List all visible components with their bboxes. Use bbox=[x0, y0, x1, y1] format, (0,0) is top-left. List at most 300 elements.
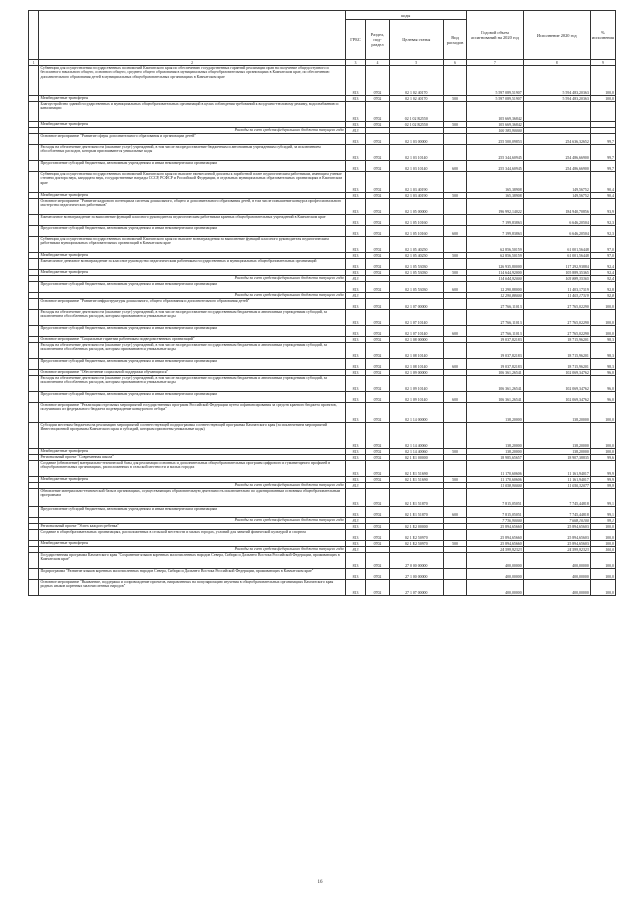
row-plan-cell: 106 361,26541 bbox=[467, 392, 524, 403]
row-plan-cell: 5 597 089,51907 bbox=[467, 66, 524, 96]
row-section-cell: 0702 bbox=[366, 477, 389, 483]
row-grbs-cell: 813 bbox=[345, 553, 366, 569]
row-plan-cell: 7 815,05051 bbox=[467, 489, 524, 507]
row-section-cell: 0702 bbox=[366, 326, 389, 337]
row-target-cell: 02 1 E1 51690 bbox=[389, 477, 444, 483]
row-exec-cell: 11 403,17319 bbox=[523, 293, 590, 299]
row-name-cell: Расходы за счет средств федерального бюджета текущего года bbox=[39, 293, 345, 299]
row-index-cell bbox=[29, 145, 39, 161]
row-grbs-cell: 813 bbox=[345, 326, 366, 337]
row-section-cell: 0702 bbox=[366, 299, 389, 310]
row-exec-cell: 138,20000 bbox=[523, 423, 590, 449]
table-row bbox=[29, 282, 616, 293]
row-plan-cell: 165,38908 bbox=[467, 193, 524, 199]
row-expense-cell: 500 bbox=[444, 122, 467, 128]
row-section-cell: 0702 bbox=[366, 392, 389, 403]
budget-table bbox=[28, 10, 616, 596]
row-grbs-cell: 813 bbox=[345, 128, 366, 134]
row-plan-cell: 100 385,90000 bbox=[467, 128, 524, 134]
row-index-cell bbox=[29, 580, 39, 596]
row-grbs-cell: 813 bbox=[345, 226, 366, 237]
row-index-cell bbox=[29, 569, 39, 580]
column-index: 2 bbox=[39, 60, 345, 66]
row-exec-cell: 105 889,35365 bbox=[523, 276, 590, 282]
row-name-cell: Расходы за счет средств федерального бюджета текущего года bbox=[39, 483, 345, 489]
row-index-cell bbox=[29, 507, 39, 518]
row-pct-cell: 90,4 bbox=[590, 172, 615, 193]
row-pct-cell: 92,8 bbox=[590, 293, 615, 299]
header-exec: Исполнение 2020 год bbox=[523, 11, 590, 60]
row-pct-cell: 99,1 bbox=[590, 518, 615, 524]
row-exec-cell: 400,00000 bbox=[523, 553, 590, 569]
row-plan-cell: 19 037,82183 bbox=[467, 343, 524, 359]
row-target-cell: 02 1 E1 51870 bbox=[389, 489, 444, 507]
row-pct-cell: 100,0 bbox=[590, 96, 615, 102]
row-grbs-cell: 813 bbox=[345, 66, 366, 96]
row-expense-cell bbox=[444, 259, 467, 270]
row-section-cell: 0702 bbox=[366, 553, 389, 569]
row-target-cell: 02 1 02 R2550 bbox=[389, 102, 444, 122]
row-grbs-cell: 813 bbox=[345, 145, 366, 161]
row-exec-cell: 18 907,38835 bbox=[523, 455, 590, 461]
table-row bbox=[29, 580, 616, 596]
row-name-cell: Межбюджетные трансферты bbox=[39, 477, 345, 483]
row-grbs-cell: 813 bbox=[345, 96, 366, 102]
row-plan-cell: 7 736,90000 bbox=[467, 518, 524, 524]
row-plan-cell: 27 766,11013 bbox=[467, 326, 524, 337]
row-section-cell: 0702 bbox=[366, 282, 389, 293]
row-target-cell: 02 1 05 10160 bbox=[389, 215, 444, 226]
row-name-cell: Основное мероприятие "Развитие инфраструктуры дошкольного, общего образования и дополнительного образования детей" bbox=[39, 299, 345, 310]
row-target-cell: 02 1 05 10160 bbox=[389, 226, 444, 237]
row-name-cell: Основное мероприятие "Реализация отдельных мероприятий государственных программ Российской Федерации путем софинансирования за средств краевого бюджета проектов, получивших из федерального бюджета подтверждение конкурсного отбора" bbox=[39, 403, 345, 423]
row-expense-cell bbox=[444, 134, 467, 145]
row-pct-cell: 99,7 bbox=[590, 145, 615, 161]
row-plan-cell: 19 037,82183 bbox=[467, 337, 524, 343]
row-expense-cell: 500 bbox=[444, 96, 467, 102]
row-index-cell bbox=[29, 299, 39, 310]
header-blank-name bbox=[39, 11, 345, 60]
row-grbs-cell: 813 bbox=[345, 161, 366, 172]
row-expense-cell bbox=[444, 403, 467, 423]
row-index-cell bbox=[29, 282, 39, 293]
row-plan-cell: 12 290,88000 bbox=[467, 293, 524, 299]
row-name-cell: Региональный проект "Успех каждого ребенка" bbox=[39, 524, 345, 530]
row-index-cell bbox=[29, 403, 39, 423]
row-exec-cell: 5 594 483,20363 bbox=[523, 96, 590, 102]
row-plan-cell: 25 894,65660 bbox=[467, 524, 524, 530]
row-name-cell: Межбюджетные трансферты bbox=[39, 122, 345, 128]
row-expense-cell bbox=[444, 461, 467, 477]
row-section-cell: 0702 bbox=[366, 310, 389, 326]
row-section-cell: 0702 bbox=[366, 96, 389, 102]
row-name-cell: Предоставление субсидий бюджетным, автономным учреждениям и иным некоммерческим организациям bbox=[39, 226, 345, 237]
row-plan-cell: 105 669,36842 bbox=[467, 122, 524, 128]
row-grbs-cell: 813 bbox=[345, 215, 366, 226]
row-grbs-cell: 813 bbox=[345, 423, 366, 449]
row-exec-cell: 184 940,70856 bbox=[523, 199, 590, 215]
row-plan-cell: 400,00000 bbox=[467, 580, 524, 596]
row-name-cell: Государственная программа Камчатского края "Сохранение языков коренных малочисленных народов Севера, Сибири и Дальнего Востока Российской Федерации, проживающих в Камчатском крае" bbox=[39, 553, 345, 569]
row-pct-cell: 100,0 bbox=[590, 423, 615, 449]
row-name-cell: Предоставление субсидий бюджетным, автономным учреждениям и иным некоммерческим организациям bbox=[39, 326, 345, 337]
row-plan-cell: 105 669,36842 bbox=[467, 102, 524, 122]
table-row bbox=[29, 326, 616, 337]
row-plan-cell: 196 992,14022 bbox=[467, 199, 524, 215]
row-exec-cell bbox=[523, 102, 590, 122]
row-section-cell: 0702 bbox=[366, 489, 389, 507]
row-grbs-cell: 813 bbox=[345, 102, 366, 122]
row-plan-cell: 400,00000 bbox=[467, 569, 524, 580]
row-exec-cell: 138,20000 bbox=[523, 449, 590, 455]
column-index: 6 bbox=[444, 60, 467, 66]
row-target-cell: 02 1 03 40190 bbox=[389, 172, 444, 193]
row-expense-cell bbox=[444, 569, 467, 580]
row-target-cell: 02 1 09 10140 bbox=[389, 392, 444, 403]
table-row bbox=[29, 199, 616, 215]
row-target-cell: 02 1 05 40250 bbox=[389, 237, 444, 253]
row-plan-cell: 25 894,65660 bbox=[467, 541, 524, 547]
row-index-cell bbox=[29, 237, 39, 253]
row-plan-cell: 138,20000 bbox=[467, 423, 524, 449]
row-grbs-cell: 813 bbox=[345, 299, 366, 310]
row-name-cell: Предоставление субсидий бюджетным, автономным учреждениям и иным некоммерческим организациям bbox=[39, 161, 345, 172]
table-row bbox=[29, 461, 616, 477]
row-target-cell: 02 1 05 53030 bbox=[389, 270, 444, 276]
row-exec-cell: 25 894,65603 bbox=[523, 530, 590, 541]
row-exec-cell: 149,56752 bbox=[523, 193, 590, 199]
row-exec-cell: 18 715,96201 bbox=[523, 337, 590, 343]
row-exec-cell: 61 001,56448 bbox=[523, 253, 590, 259]
row-index-cell bbox=[29, 530, 39, 541]
row-target-cell: 02 1 E2 50970 bbox=[389, 541, 444, 547]
row-section-cell: 0702 bbox=[366, 376, 389, 392]
row-pct-cell: 99,1 bbox=[590, 507, 615, 518]
row-plan-cell: 255 344,60945 bbox=[467, 161, 524, 172]
table-row bbox=[29, 145, 616, 161]
header-pct: % исполнения bbox=[590, 11, 615, 60]
row-plan-cell: 138,20000 bbox=[467, 449, 524, 455]
row-expense-cell: 500 bbox=[444, 449, 467, 455]
row-index-cell bbox=[29, 359, 39, 370]
row-expense-cell: 600 bbox=[444, 326, 467, 337]
header-grbs: ГРБС bbox=[345, 20, 366, 60]
row-section-cell: 0702 bbox=[366, 134, 389, 145]
row-plan-cell: 7 199,83863 bbox=[467, 226, 524, 237]
row-target-cell: 02 1 E2 50970 bbox=[389, 530, 444, 541]
row-expense-cell bbox=[444, 489, 467, 507]
row-target-cell: 27 1 00 00000 bbox=[389, 569, 444, 580]
row-grbs-cell: 813 bbox=[345, 580, 366, 596]
row-exec-cell: 6 646,20504 bbox=[523, 215, 590, 226]
row-section-cell: 0702 bbox=[366, 270, 389, 276]
row-expense-cell: 500 bbox=[444, 541, 467, 547]
row-name-cell: Благоустройство зданий государственных и муниципальных общеобразовательных организаций в целях соблюдения требований к воздушно-тепловому режиму, водоснабжению и канализации bbox=[39, 102, 345, 122]
row-grbs-cell: 813 bbox=[345, 270, 366, 276]
row-section-cell: 0702 bbox=[366, 569, 389, 580]
table-row bbox=[29, 343, 616, 359]
row-name-cell: Предоставление субсидий бюджетным, автономным учреждениям и иным некоммерческим организациям bbox=[39, 359, 345, 370]
row-index-cell bbox=[29, 310, 39, 326]
row-exec-cell: 117 292,93884 bbox=[523, 259, 590, 270]
column-index: 9 bbox=[590, 60, 615, 66]
column-index: 4 bbox=[366, 60, 389, 66]
row-index-cell bbox=[29, 489, 39, 507]
row-pct-cell: 100,0 bbox=[590, 553, 615, 569]
row-target-cell: 02 1 03 10140 bbox=[389, 161, 444, 172]
row-target-cell: 02 1 14 00000 bbox=[389, 403, 444, 423]
row-section-cell: 0702 bbox=[366, 253, 389, 259]
row-section-cell: 0702 bbox=[366, 145, 389, 161]
row-name-cell: Расходы за счет средств федерального бюджета текущего года bbox=[39, 276, 345, 282]
row-grbs-cell: 813 bbox=[345, 122, 366, 128]
table-body bbox=[29, 66, 616, 596]
row-name-cell: Основное мероприятие "Социальные гарантии работникам подведомственных организаций" bbox=[39, 337, 345, 343]
row-name-cell: Межбюджетные трансферты bbox=[39, 541, 345, 547]
row-pct-cell: 100,0 bbox=[590, 580, 615, 596]
table-row bbox=[29, 392, 616, 403]
row-expense-cell bbox=[444, 199, 467, 215]
row-name-cell: Основное мероприятие "Обеспечение социальной поддержки обучающихся" bbox=[39, 370, 345, 376]
table-row bbox=[29, 102, 616, 122]
row-grbs-cell: 813 bbox=[345, 310, 366, 326]
table-row bbox=[29, 66, 616, 96]
row-exec-cell: 5 594 483,20363 bbox=[523, 66, 590, 96]
row-section-cell: 0702 bbox=[366, 541, 389, 547]
table-row bbox=[29, 359, 616, 370]
row-target-cell: 02 1 02 40170 bbox=[389, 96, 444, 102]
row-plan-cell: 19 037,82183 bbox=[467, 359, 524, 370]
row-grbs-cell: 813 bbox=[345, 449, 366, 455]
row-plan-cell: 27 766,11013 bbox=[467, 299, 524, 310]
row-expense-cell bbox=[444, 102, 467, 122]
row-exec-cell: 6 646,20504 bbox=[523, 226, 590, 237]
row-grbs-cell: 813 bbox=[345, 518, 366, 524]
row-pct-cell: 92,3 bbox=[590, 215, 615, 226]
row-name-cell: Предоставление субсидий бюджетным, автономным учреждениям и иным некоммерческим организациям bbox=[39, 282, 345, 293]
row-section-cell: 0702 bbox=[366, 102, 389, 122]
row-pct-cell: 99,6 bbox=[590, 455, 615, 461]
row-name-cell: Расходы на обеспечение деятельности (оказание услуг) учреждений, в том числе на предоставление бюджетным и автономным учреждениям субсидий, за исключением обособленных расходов, которым присваиваются уникальные коды bbox=[39, 145, 345, 161]
table-row bbox=[29, 226, 616, 237]
row-grbs-cell: 813 bbox=[345, 507, 366, 518]
header-expense: Вид расходов bbox=[444, 20, 467, 60]
row-target-cell: 02 1 08 00000 bbox=[389, 337, 444, 343]
row-target-cell: 02 1 E1 51870 bbox=[389, 507, 444, 518]
row-target-cell: 02 1 02 R2550 bbox=[389, 122, 444, 128]
row-expense-cell bbox=[444, 299, 467, 310]
row-target-cell: 02 1 14 40060 bbox=[389, 449, 444, 455]
row-pct-cell: 98,3 bbox=[590, 337, 615, 343]
row-section-cell: 0702 bbox=[366, 161, 389, 172]
row-grbs-cell: 813 bbox=[345, 461, 366, 477]
row-pct-cell: 99,9 bbox=[590, 483, 615, 489]
row-name-cell: Региональный проект "Современная школа" bbox=[39, 455, 345, 461]
page-number: 16 bbox=[317, 880, 323, 885]
row-plan-cell: 11 058,90000 bbox=[467, 483, 524, 489]
row-grbs-cell: 813 bbox=[345, 524, 366, 530]
row-grbs-cell: 813 bbox=[345, 293, 366, 299]
row-pct-cell: 100,0 bbox=[590, 541, 615, 547]
row-section-cell: 0702 bbox=[366, 193, 389, 199]
row-target-cell: 02 1 05 00000 bbox=[389, 199, 444, 215]
row-plan-cell: 255 344,60945 bbox=[467, 145, 524, 161]
row-exec-cell: 11 161,94017 bbox=[523, 461, 590, 477]
row-exec-cell: 18 715,96201 bbox=[523, 343, 590, 359]
row-target-cell: 02 1 08 10140 bbox=[389, 343, 444, 359]
row-exec-cell: 7 745,44818 bbox=[523, 489, 590, 507]
row-section-cell: 0702 bbox=[366, 403, 389, 423]
column-index: 1 bbox=[29, 60, 39, 66]
row-plan-cell: 27 766,11013 bbox=[467, 310, 524, 326]
row-pct-cell: 100,0 bbox=[590, 326, 615, 337]
row-expense-cell: 600 bbox=[444, 226, 467, 237]
row-expense-cell bbox=[444, 580, 467, 596]
row-section-cell: 0702 bbox=[366, 199, 389, 215]
row-index-cell bbox=[29, 259, 39, 270]
row-grbs-cell: 813 bbox=[345, 337, 366, 343]
row-section-cell: 0702 bbox=[366, 507, 389, 518]
row-exec-cell: 7 745,44818 bbox=[523, 507, 590, 518]
table-row bbox=[29, 259, 616, 270]
row-name-cell: Расходы за счет средств федерального бюджета текущего года bbox=[39, 518, 345, 524]
row-name-cell: Межбюджетные трансферты bbox=[39, 193, 345, 199]
row-target-cell: 02 1 08 10140 bbox=[389, 359, 444, 370]
row-plan-cell: 25 894,65660 bbox=[467, 530, 524, 541]
row-exec-cell: 11 403,17319 bbox=[523, 282, 590, 293]
column-index: 7 bbox=[467, 60, 524, 66]
row-exec-cell: 27 765,02290 bbox=[523, 326, 590, 337]
row-name-cell: Подпрограмма "Развитие языков коренных малочисленных народов Севера, Сибири и Дальнего Востока Российской Федерации, проживающих в Камчатском крае" bbox=[39, 569, 345, 580]
row-target-cell: 02 1 05 53030 bbox=[389, 259, 444, 270]
row-index-cell bbox=[29, 199, 39, 215]
header-section: Раздел, под-раздел bbox=[366, 20, 389, 60]
row-expense-cell bbox=[444, 530, 467, 541]
row-plan-cell: 62 856,50159 bbox=[467, 253, 524, 259]
row-pct-cell: 92,4 bbox=[590, 259, 615, 270]
row-grbs-cell: 813 bbox=[345, 455, 366, 461]
row-grbs-cell: 813 bbox=[345, 253, 366, 259]
row-index-cell bbox=[29, 226, 39, 237]
row-pct-cell: 97,0 bbox=[590, 237, 615, 253]
row-index-cell bbox=[29, 326, 39, 337]
row-name-cell: Расходы за счет средств федерального бюджета текущего года bbox=[39, 128, 345, 134]
row-name-cell: Ежемесячное денежное вознаграждение за классное руководство педагогическим работникам государственных и муниципальных общеобразовательных организаций bbox=[39, 259, 345, 270]
row-name-cell: Основное мероприятие "Выявление, поддержка и сопровождение проектов, направленных на популяризацию изучения в общеобразовательных организациях Камчатского края родных языков коренных малочисленных народов" bbox=[39, 580, 345, 596]
row-pct-cell: 96,0 bbox=[590, 370, 615, 376]
row-grbs-cell: 813 bbox=[345, 489, 366, 507]
table-row bbox=[29, 134, 616, 145]
row-name-cell: Расходы на обеспечение деятельности (оказание услуг) учреждений, в том числе на предоставление государственным бюджетным и автономным учреждениям субсидий, за исключением обособленных расходов, которым присваиваются уникальные коды bbox=[39, 343, 345, 359]
table-row bbox=[29, 489, 616, 507]
row-target-cell: 02 1 03 00000 bbox=[389, 134, 444, 145]
row-name-cell: Ежемесячное вознаграждение за выполнение функций классного руководителя педагогическим работникам краевых общеобразовательных учреждений в Камчатском крае bbox=[39, 215, 345, 226]
row-pct-cell: 100,0 bbox=[590, 524, 615, 530]
row-section-cell: 0702 bbox=[366, 370, 389, 376]
row-target-cell: 27 0 00 00000 bbox=[389, 553, 444, 569]
row-exec-cell: 7 668,10100 bbox=[523, 518, 590, 524]
row-pct-cell bbox=[590, 102, 615, 122]
row-plan-cell: 7 199,83863 bbox=[467, 215, 524, 226]
row-grbs-cell: 813 bbox=[345, 477, 366, 483]
row-expense-cell bbox=[444, 553, 467, 569]
row-pct-cell: 100,0 bbox=[590, 569, 615, 580]
row-target-cell: 02 1 07 10140 bbox=[389, 326, 444, 337]
header-codes: коды bbox=[345, 11, 467, 20]
row-section-cell: 0702 bbox=[366, 580, 389, 596]
row-grbs-cell: 813 bbox=[345, 547, 366, 553]
row-exec-cell: 400,00000 bbox=[523, 580, 590, 596]
row-plan-cell: 7 815,05051 bbox=[467, 507, 524, 518]
row-plan-cell: 12 290,88000 bbox=[467, 282, 524, 293]
row-expense-cell bbox=[444, 66, 467, 96]
row-grbs-cell: 813 bbox=[345, 172, 366, 193]
row-exec-cell: 61 001,56448 bbox=[523, 237, 590, 253]
table-row bbox=[29, 530, 616, 541]
row-exec-cell: 102 069,34762 bbox=[523, 376, 590, 392]
row-plan-cell: 255 500,09853 bbox=[467, 134, 524, 145]
row-expense-cell: 600 bbox=[444, 359, 467, 370]
row-target-cell: 02 1 02 40170 bbox=[389, 66, 444, 96]
header-plan: Годовой объем ассигнований на 2020 год bbox=[467, 11, 524, 60]
table-row bbox=[29, 310, 616, 326]
row-expense-cell: 600 bbox=[444, 392, 467, 403]
row-plan-cell: 126 935,80000 bbox=[467, 259, 524, 270]
row-grbs-cell: 813 bbox=[345, 541, 366, 547]
row-section-cell: 0702 bbox=[366, 359, 389, 370]
row-pct-cell: 100,0 bbox=[590, 403, 615, 423]
table-row bbox=[29, 172, 616, 193]
row-grbs-cell: 813 bbox=[345, 193, 366, 199]
row-target-cell: 02 1 03 40190 bbox=[389, 193, 444, 199]
row-grbs-cell: 813 bbox=[345, 282, 366, 293]
row-plan-cell: 106 361,26541 bbox=[467, 370, 524, 376]
row-grbs-cell: 813 bbox=[345, 134, 366, 145]
row-name-cell: Расходы на обеспечение деятельности (оказание услуг) учреждений, в том числе на предоставление государственным бюджетным и автономным учреждениям субсидий, за исключением обособленных расходов, которым присваиваются уникальные коды bbox=[39, 310, 345, 326]
row-expense-cell bbox=[444, 172, 467, 193]
row-expense-cell: 600 bbox=[444, 161, 467, 172]
row-expense-cell: 600 bbox=[444, 282, 467, 293]
table-row bbox=[29, 553, 616, 569]
row-target-cell: 27 1 07 00000 bbox=[389, 580, 444, 596]
row-index-cell bbox=[29, 553, 39, 569]
row-pct-cell: 92,8 bbox=[590, 282, 615, 293]
row-pct-cell: 100,0 bbox=[590, 449, 615, 455]
row-exec-cell: 254 486,66900 bbox=[523, 161, 590, 172]
row-target-cell: 02 1 05 40250 bbox=[389, 253, 444, 259]
row-section-cell: 0702 bbox=[366, 172, 389, 193]
row-exec-cell: 400,00000 bbox=[523, 569, 590, 580]
table-row bbox=[29, 403, 616, 423]
row-exec-cell: 25 894,65603 bbox=[523, 541, 590, 547]
row-name-cell: Предоставление субсидий бюджетным, автономным учреждениям и иным некоммерческим организациям bbox=[39, 507, 345, 518]
header-target: Целевая статья bbox=[389, 20, 444, 60]
row-pct-cell: 96,0 bbox=[590, 376, 615, 392]
row-grbs-cell: 813 bbox=[345, 530, 366, 541]
row-section-cell: 0702 bbox=[366, 215, 389, 226]
row-pct-cell: 92,3 bbox=[590, 226, 615, 237]
row-section-cell: 0702 bbox=[366, 449, 389, 455]
row-section-cell: 0702 bbox=[366, 530, 389, 541]
row-section-cell: 0702 bbox=[366, 226, 389, 237]
row-pct-cell: 92,4 bbox=[590, 270, 615, 276]
row-name-cell: Межбюджетные трансферты bbox=[39, 253, 345, 259]
row-plan-cell: 138,20000 bbox=[467, 403, 524, 423]
row-name-cell: Межбюджетные трансферты bbox=[39, 270, 345, 276]
row-expense-cell: 600 bbox=[444, 507, 467, 518]
row-section-cell: 0702 bbox=[366, 259, 389, 270]
row-grbs-cell: 813 bbox=[345, 199, 366, 215]
